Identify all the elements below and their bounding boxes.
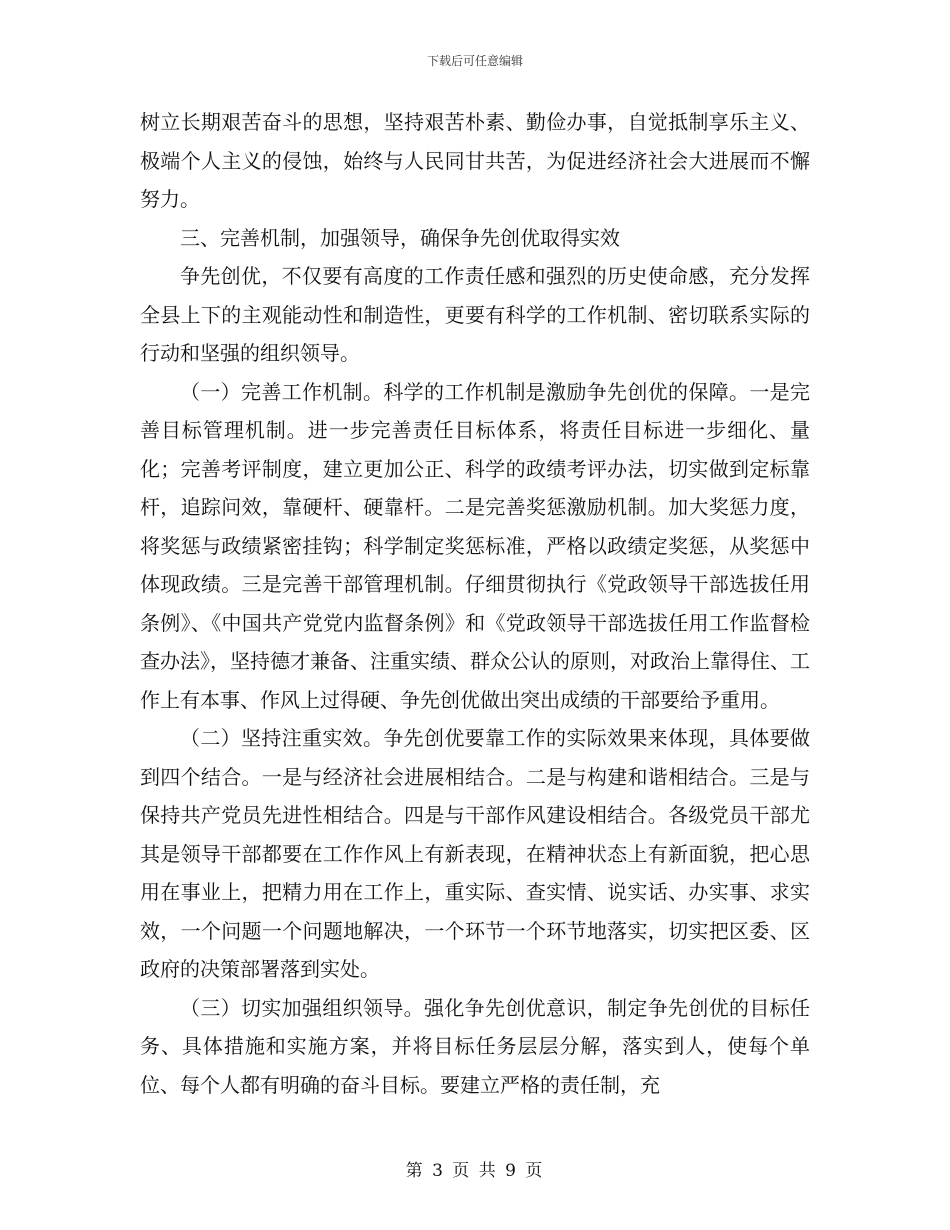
paragraph-intro: 争先创优，不仅要有高度的工作责任感和强烈的历史使命感，充分发挥全县上下的主观能动性和制造性，更要有科学的工作机制、密切联系实际的行动和坚强的组织领导。 (140, 264, 810, 365)
page-header: 下载后可任意编辑 (426, 54, 523, 68)
paragraph-item-1: （一）完善工作机制。科学的工作机制是激励争先创优的保障。一是完善目标管理机制。进一步完善责任目标体系，将责任目标进一步细化、量化；完善考评制度，建立更加公正、科学的政绩考评办法，切实做到定标靠杆，追踪问效，靠硬杆、硬靠杆。二是完善奖惩激励机制。加大奖惩力度，将奖惩与政绩紧密挂钩；科学制定奖惩标准，严格以政绩定奖惩，从奖惩中体现政绩。三是完善干部管理机制。仔细贯彻执行《党政领导干部选拔任用条例》、《中国共产党党内监督条例》和《党政领导干部选拔任用工作监督检查办法》，坚持德才兼备、注重实绩、群众公认的原则，对政治上靠得住、工作上有本事、作风上过得硬、争先创优做出突出成绩的干部要给予重用。 (140, 379, 810, 712)
paragraph-item-2: （二）坚持注重实效。争先创优要靠工作的实际效果来体现，具体要做到四个结合。一是与经济社会进展相结合。二是与构建和谐相结合。三是与保持共产党员先进性相结合。四是与干部作风建设相结合。各级党员干部尤其是领导干部都要在工作作风上有新表现，在精神状态上有新面貌，把心思用在事业上，把精力用在工作上，重实际、查实情、说实话、办实事、求实效，一个问题一个问题地解决，一个环节一个环节地落实，切实把区委、区政府的决策部署落到实处。 (140, 726, 810, 981)
paragraph-continuation: 树立长期艰苦奋斗的思想，坚持艰苦朴素、勤俭办事，自觉抵制享乐主义、极端个人主义的侵蚀，始终与人民同甘共苦，为促进经济社会大进展而不懈努力。 (140, 110, 810, 211)
section-heading: 三、完善机制，加强领导，确保争先创优取得实效 (180, 225, 620, 250)
page-footer: 第 3 页 共 9 页 (405, 1161, 545, 1181)
document-body (140, 103, 810, 1104)
paragraph-item-3: （三）切实加强组织领导。强化争先创优意识，制定争先创优的目标任务、具体措施和实施方案，并将目标任务层层分解，落实到人，使每个单位、每个人都有明确的奋斗目标。要建立严格的责任制，充 (140, 995, 810, 1097)
